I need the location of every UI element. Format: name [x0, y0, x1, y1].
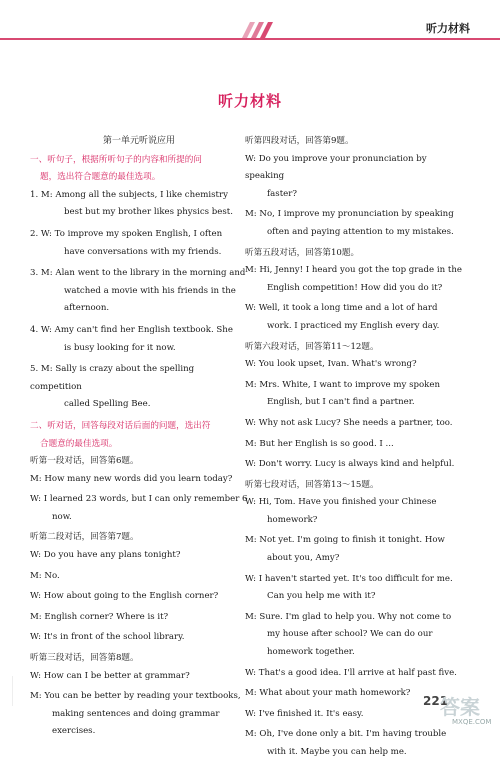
margin-mark — [12, 676, 13, 706]
header-rule — [0, 38, 500, 40]
sentence-item: 2. W: To improve my spoken English, I often have conversations with my friends. — [30, 228, 223, 257]
right-column — [245, 133, 463, 765]
dialog-line: M: But her English is so good. I ... — [245, 438, 394, 449]
dialog-line: M: Hi, Jenny! I heard you got the top grade in the English competition! How did you do it? — [245, 265, 462, 293]
dialog-line: M: No. — [30, 570, 60, 581]
dialog-line: W: It's in front of the school library. — [30, 632, 185, 643]
sentence-item: 1. M: Among all the subjects, I like chemistry best but my brother likes physics best. — [30, 189, 233, 218]
dialog-intro: 听第六段对话，回答第11～12题。 — [245, 341, 379, 352]
page-title: 听力材料 — [217, 92, 282, 110]
dialog-line: W: I've finished it. It's easy. — [245, 708, 364, 719]
unit-title: 第一单元听说应用 — [102, 136, 175, 146]
dialog-line: M: Mrs. White, I want to improve my spoken English, but I can't find a partner. — [245, 379, 441, 408]
dialog-line: M: What about your math homework? — [245, 688, 411, 699]
dialog-line: W: I learned 23 words, but I can only remember 6 now. — [30, 494, 248, 522]
dialog-line: M: Oh, I've done only a bit. I'm having trouble with it. Maybe you can help me. — [245, 729, 447, 757]
sentence-item: 4. W: Amy can't find her English textbook. She is busy looking for it now. — [30, 324, 233, 353]
header-label: 听力材料 — [426, 22, 470, 35]
dialog-intro: 听第五段对话，回答第10题。 — [245, 247, 360, 258]
left-dialogs — [30, 453, 248, 741]
dialog-line: W: Hi, Tom. Have you finished your Chinese homework? — [245, 497, 437, 525]
dialog-intro: 听第一段对话，回答第6题。 — [30, 456, 139, 467]
dialog-intro: 听第二段对话，回答第7题。 — [30, 532, 139, 543]
dialog-line: M: English corner? Where is it? — [30, 611, 169, 622]
dialog-line: M: How many new words did you learn today? — [30, 473, 233, 484]
svg-text:答案: 答案 — [440, 695, 480, 719]
sentence-item: 3. M: Alan went to the library in the morning and watched a movie with his friends in the afternoon. — [30, 268, 246, 314]
left-column — [30, 133, 248, 744]
dialog-intro: 听第三段对话，回答第8题。 — [30, 653, 139, 664]
page-number: 221 — [423, 694, 449, 708]
dialog-line: W: Why not ask Lucy? She needs a partner, too. — [245, 417, 453, 428]
dialog-line: W: I haven't started yet. It's too difficult for me. Can you help me with it? — [245, 573, 453, 602]
header-stripes-decoration — [238, 22, 278, 38]
dialog-line: W: Do you have any plans tonight? — [30, 550, 181, 561]
dialog-line: W: Well, it took a long time and a lot of hard work. I practiced my English every day. — [245, 303, 440, 331]
right-dialogs — [245, 133, 463, 762]
section-heading-1: 一、听句子，根据所听句子的内容和所提的问 题，选出符合题意的最佳选项。 — [30, 154, 202, 183]
section-heading-2: 二、听对话，回答每段对话后面的问题，选出符 合题意的最佳选项。 — [30, 420, 211, 449]
dialog-line: M: Sure. I'm glad to help you. Why not come to my house after school? We can do our homework together. — [245, 611, 452, 658]
dialog-line: W: How about going to the English corner? — [30, 591, 219, 602]
watermark-text: MXQE.COM — [452, 718, 492, 726]
dialog-line: M: You can be better by reading your textbooks, making sentences and doing grammar exercises. — [30, 691, 241, 737]
dialog-line: W: How can I be better at grammar? — [30, 670, 190, 681]
dialog-line: M: Not yet. I'm going to finish it tonight. How about you, Amy? — [245, 535, 445, 564]
dialog-line: W: That's a good idea. I'll arrive at half past five. — [245, 667, 457, 678]
sentence-item: 5. M: Sally is crazy about the spelling competition called Spelling Bee. — [30, 364, 195, 410]
dialog-intro: 听第七段对话，回答第13～15题。 — [245, 479, 379, 490]
dialog-line: W: Do you improve your pronunciation by speaking faster? — [245, 153, 427, 199]
dialog-line: W: Don't worry. Lucy is always kind and helpful. — [245, 459, 455, 470]
dialog-intro: 听第四段对话，回答第9题。 — [245, 136, 354, 146]
dialog-line: M: No, I improve my pronunciation by speaking often and paying attention to my mistakes. — [245, 209, 454, 237]
watermark-logo — [432, 688, 492, 734]
dialog-line: W: You look upset, Ivan. What's wrong? — [245, 359, 417, 370]
sentence-items — [30, 187, 248, 414]
